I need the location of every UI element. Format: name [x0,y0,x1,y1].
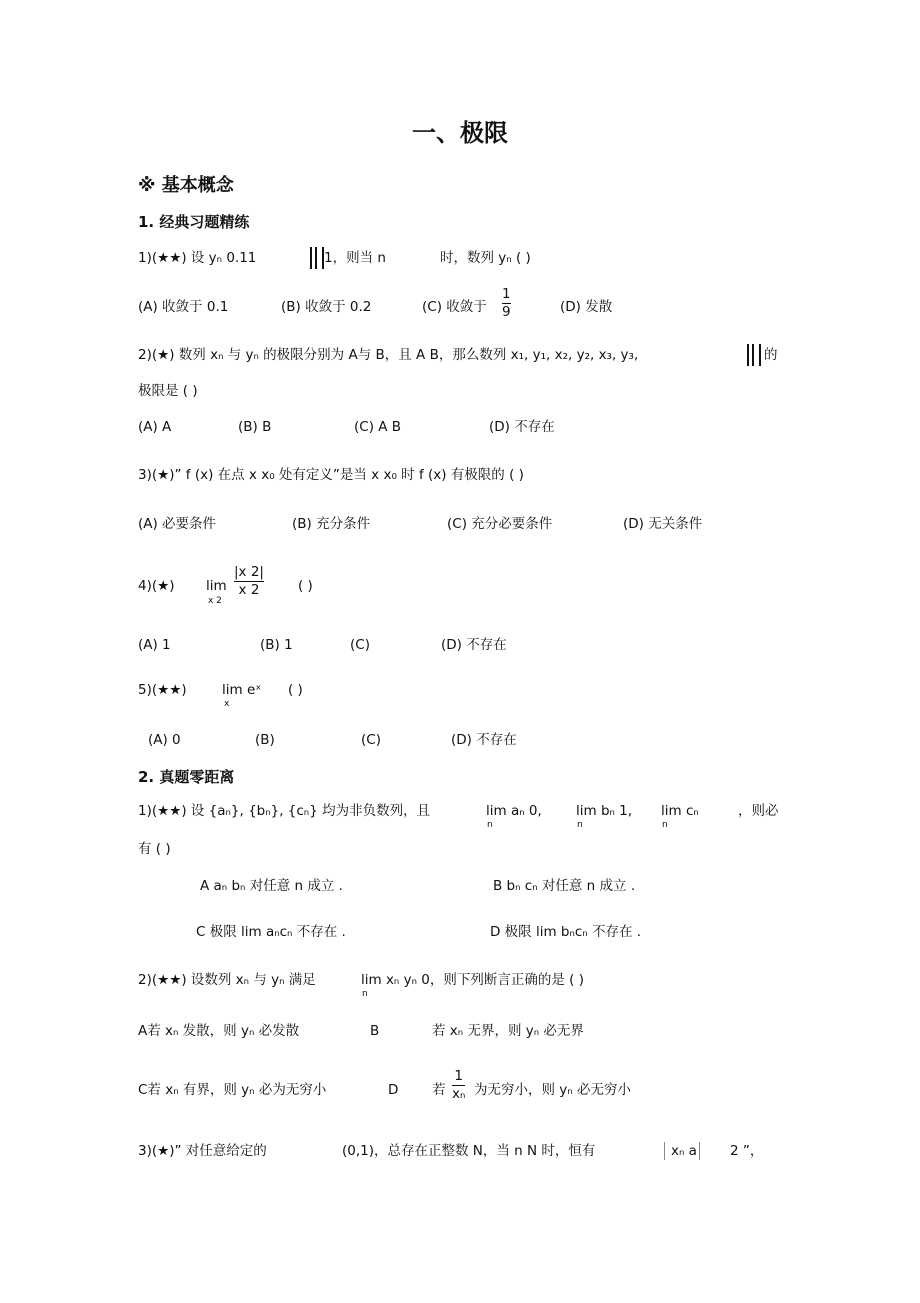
q1-text: 1)(★★) 设 yₙ 0.11 [138,250,257,266]
option-c: (C) A B [354,419,402,435]
option-d: D [388,1082,399,1098]
option-d: (D) 不存在 [451,732,517,748]
option-c: (C) [361,732,381,748]
q1-text: 1，则当 n [324,250,386,266]
lim-subscript: x [224,699,230,709]
r3-text: (0,1)，总存在正整数 N，当 n N 时，恒有 [342,1143,596,1159]
numerator: 1 [502,286,511,302]
option-d: (D) 无关条件 [623,516,703,532]
denominator: 9 [502,304,511,320]
q3-text: 3)(★)” f (x) 在点 x x₀ 处有定义”是当 x x₀ 时 f (x) 有极限的 ( ) [138,467,524,483]
ellipsis-bars [310,247,324,269]
option-a: (A) 1 [138,637,171,653]
r2-text: lim xₙ yₙ 0，则下列断言正确的是 ( ) [361,972,584,988]
numerator: |x 2| [234,564,264,580]
option-b: B bₙ cₙ 对任意 n 成立 . [493,878,636,894]
ellipsis-bars [747,344,761,366]
subsection-heading: 2. 真题零距离 [138,768,235,786]
denominator: xₙ [452,1086,466,1102]
option-c: (C) 收敛于 [422,299,487,315]
section-heading: ※ 基本概念 [138,175,234,196]
option-c: (C) 充分必要条件 [447,516,553,532]
option-a: (A) 收敛于 0.1 [138,299,229,315]
fraction [502,286,511,321]
option-c: C 极限 lim aₙcₙ 不存在 . [196,924,346,940]
lim-a: lim aₙ 0, [486,803,542,819]
option-b: (B) 收敛于 0.2 [281,299,372,315]
option-b: (B) 充分条件 [292,516,371,532]
option-b-text: 若 xₙ 无界，则 yₙ 必无界 [432,1023,584,1039]
fraction [452,1068,465,1103]
answer-blank: ( ) [298,578,313,594]
option-d: (D) 发散 [560,299,613,315]
lim: lim eˣ [222,682,262,698]
option-a: (A) A [138,419,172,435]
option-a: (A) 0 [148,732,181,748]
q2-text: 2)(★) 数列 xₙ 与 yₙ 的极限分别为 A与 B，且 A B，那么数列 x₁, y₁, x₂, y₂, x₃, y₃, [138,347,639,363]
subsection-heading: 1. 经典习题精练 [138,213,250,231]
option-b: (B) 1 [260,637,293,653]
r1-text: ，则必 [738,803,779,819]
q2-text: 的 [764,347,778,363]
page-title: 一、极限 [412,119,508,147]
numerator: 1 [454,1068,463,1084]
denominator: x 2 [238,582,260,598]
option-d: (D) 不存在 [441,637,507,653]
lim-subscript: n [487,820,493,830]
r2-text: 2)(★★) 设数列 xₙ 与 yₙ 满足 [138,972,316,988]
option-d: D 极限 lim bₙcₙ 不存在 . [490,924,642,940]
option-d-text: 若 [432,1082,446,1098]
q2-text: 极限是 ( ) [138,383,198,399]
option-c: (C) [350,637,370,653]
lim: lim [206,578,227,594]
r1-text: 1)(★★) 设 {aₙ}, {bₙ}, {cₙ} 均为非负数列，且 [138,803,431,819]
option-c: C若 xₙ 有界，则 yₙ 必为无穷小 [138,1082,327,1098]
option-b: (B) [255,732,275,748]
option-b: B [370,1023,380,1039]
r1-text: 有 ( ) [138,841,171,857]
q4-text: 4)(★) [138,578,175,594]
option-d-text: 为无穷小，则 yₙ 必无穷小 [474,1082,631,1098]
q5-text: 5)(★★) [138,682,187,698]
option-a: (A) 必要条件 [138,516,217,532]
q1-text: 时，数列 yₙ ( ) [440,250,531,266]
answer-blank: ( ) [288,682,303,698]
lim-subscript: n [362,989,368,999]
fraction [234,564,264,599]
option-b: (B) B [238,419,272,435]
lim-subscript: n [577,820,583,830]
abs-expression: xₙ a [664,1142,700,1160]
lim-c: lim cₙ [661,803,699,819]
option-a: A若 xₙ 发散，则 yₙ 必发散 [138,1023,300,1039]
lim-subscript: x 2 [208,596,222,606]
lim-subscript: n [662,820,668,830]
r3-text: 2 ”， [730,1143,764,1159]
lim-b: lim bₙ 1, [576,803,633,819]
option-d: (D) 不存在 [489,419,555,435]
option-a: A aₙ bₙ 对任意 n 成立 . [200,878,343,894]
r3-text: 3)(★)” 对任意给定的 [138,1143,267,1159]
